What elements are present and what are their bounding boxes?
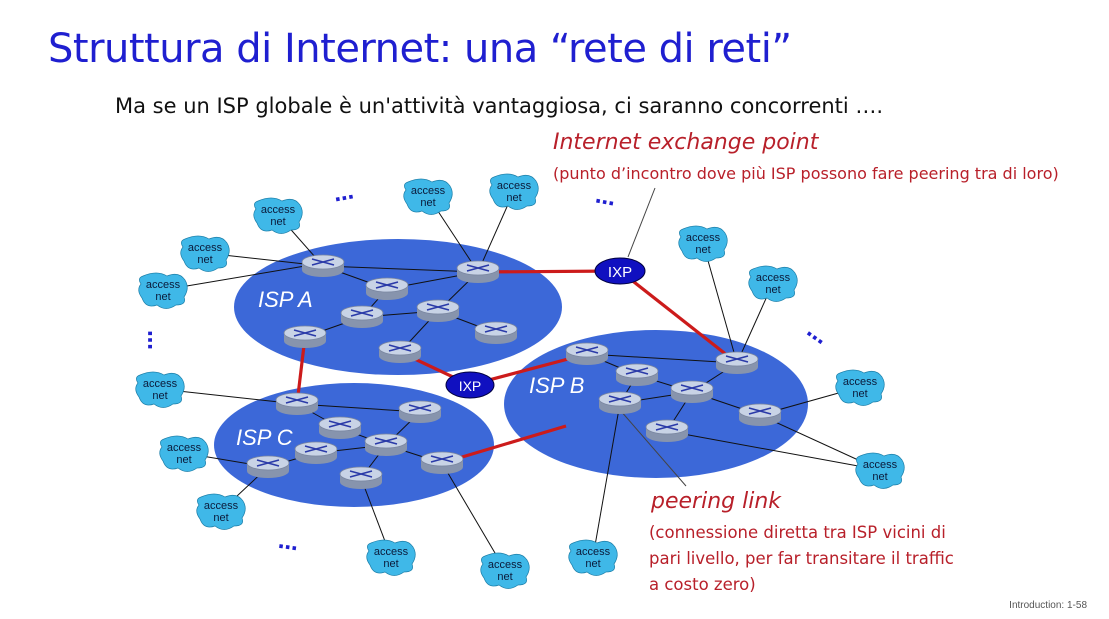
access-net-label: access	[142, 378, 178, 390]
router	[671, 381, 713, 403]
router	[340, 467, 382, 489]
access-net-cloud	[481, 553, 530, 589]
router	[302, 255, 344, 277]
access-net-label: access	[575, 546, 611, 558]
router	[319, 417, 361, 439]
access-net-cloud	[856, 453, 905, 489]
peering-desc-line: (connessione diretta tra ISP vicini di	[649, 523, 946, 542]
access-net-label: net	[765, 284, 781, 296]
peering-desc-line: pari livello, per far transitare il traffic	[649, 549, 954, 568]
ellipsis: …	[802, 317, 833, 350]
router	[365, 434, 407, 456]
router	[599, 392, 641, 414]
router	[284, 326, 326, 348]
access-net-label: access	[203, 500, 239, 512]
router	[417, 300, 459, 322]
router	[716, 352, 758, 374]
router	[566, 343, 608, 365]
router	[646, 420, 688, 442]
access-net-label: net	[270, 216, 286, 228]
access-net-cloud	[160, 436, 209, 472]
ixp-top	[595, 258, 645, 284]
router	[295, 442, 337, 464]
ixp-middle	[446, 372, 494, 398]
access-net-cloud	[404, 179, 453, 215]
access-net-label: net	[383, 558, 399, 570]
router	[276, 393, 318, 415]
ellipsis: …	[133, 330, 157, 350]
access-net-label: net	[213, 512, 229, 524]
access-net-label: access	[145, 279, 181, 291]
router	[739, 404, 781, 426]
router	[247, 456, 289, 478]
access-net-label: access	[187, 242, 223, 254]
access-net-label: access	[487, 559, 523, 571]
access-net-label: net	[852, 388, 868, 400]
ixp-annotation-title: Internet exchange point	[553, 130, 819, 155]
isp-a-label: ISP A	[258, 287, 313, 312]
access-net-cloud	[139, 273, 188, 309]
ixp-pointer-line	[628, 188, 655, 257]
access-net-label: access	[166, 442, 202, 454]
slide-title: Struttura di Internet: una “rete di reti”	[48, 26, 792, 72]
access-net-cloud	[836, 370, 885, 406]
router	[475, 322, 517, 344]
ellipsis: …	[593, 183, 618, 211]
access-net-label: access	[410, 185, 446, 197]
ixp-top-label: IXP	[607, 264, 633, 281]
access-net-label: access	[260, 204, 296, 216]
ixp-middle-label: IXP	[458, 378, 482, 394]
router	[399, 401, 441, 423]
access-net-cloud	[490, 174, 539, 210]
isp-c-label: ISP C	[236, 425, 293, 450]
access-net-cloud	[367, 540, 416, 576]
access-net-label: access	[685, 232, 721, 244]
access-net-cloud	[569, 540, 618, 576]
access-net-label: net	[152, 390, 168, 402]
access-net-cloud	[749, 266, 798, 302]
access-net-cloud	[181, 236, 230, 272]
access-net-cloud	[679, 226, 728, 262]
access-net-label: access	[373, 546, 409, 558]
access-net-label: net	[872, 471, 888, 483]
ellipsis: …	[276, 528, 300, 556]
router	[366, 278, 408, 300]
access-net-label: access	[755, 272, 791, 284]
access-net-cloud	[197, 494, 246, 530]
access-net-cloud	[254, 198, 303, 234]
access-net-label: net	[155, 291, 171, 303]
access-net-label: net	[176, 454, 192, 466]
router	[379, 341, 421, 363]
access-net-label: net	[420, 197, 436, 209]
access-net-label: net	[197, 254, 213, 266]
ixp-annotation-desc: (punto d’incontro dove più ISP possono fare peering tra di loro)	[553, 164, 1059, 183]
peering-annotation-title: peering link	[651, 489, 782, 514]
slide-subtitle: Ma se un ISP globale è un'attività vantaggiosa, ci saranno concorrenti ….	[115, 94, 884, 118]
access-net-label: net	[506, 192, 522, 204]
access-net-label: access	[842, 376, 878, 388]
access-net-label: access	[496, 180, 532, 192]
peering-desc-line: a costo zero)	[649, 575, 756, 594]
router	[341, 306, 383, 328]
isp-b-label: ISP B	[529, 373, 585, 398]
access-net-label: access	[862, 459, 898, 471]
slide-footer: Introduction: 1-58	[1009, 600, 1087, 611]
access-net-label: net	[497, 571, 513, 583]
router	[421, 452, 463, 474]
ellipsis: …	[331, 179, 356, 207]
router	[616, 364, 658, 386]
peering-annotation-desc	[649, 520, 954, 598]
access-net-cloud	[136, 372, 185, 408]
access-net-label: net	[585, 558, 601, 570]
access-net-label: net	[695, 244, 711, 256]
router	[457, 261, 499, 283]
